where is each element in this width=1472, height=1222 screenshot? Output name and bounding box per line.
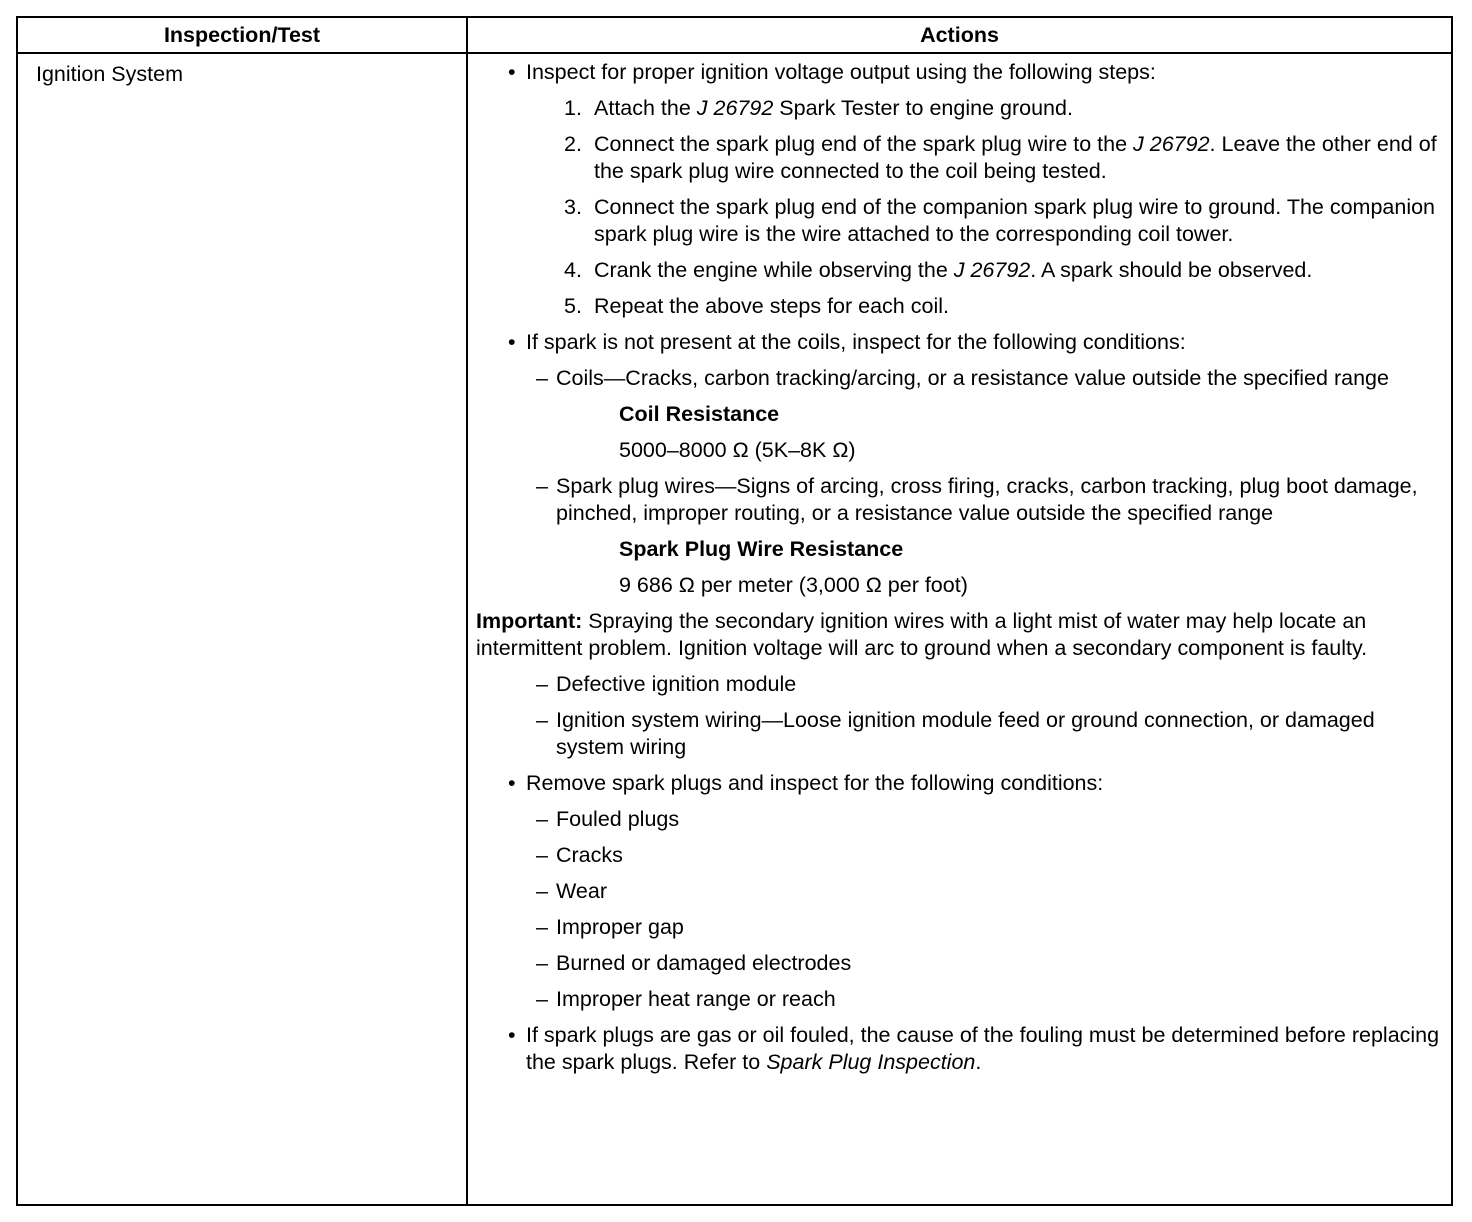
dash-item: – Ignition system wiring—Loose ignition module feed or ground connection, or damaged system wiring — [536, 708, 1375, 759]
tool-ref: J 26792 — [953, 258, 1031, 282]
bullet-item: • Remove spark plugs and inspect for the following conditions: — [508, 771, 1104, 795]
cross-reference: Spark Plug Inspection — [766, 1050, 976, 1074]
bullet-item: • If spark is not present at the coils, inspect for the following conditions: — [508, 330, 1186, 354]
bullet-item: • If spark plugs are gas or oil fouled, the cause of the fouling must be determined before replacing the spark plugs. Refer to Spark Plug Inspection. — [508, 1023, 1440, 1074]
tool-ref: J 26792 — [696, 96, 774, 120]
dash-item: – Improper heat range or reach — [536, 987, 836, 1011]
table-header-row — [17, 17, 1452, 53]
step-1: 1. Attach the J 26792 Spark Tester to engine ground. — [564, 96, 1073, 120]
inspection-table — [16, 16, 1453, 1206]
dash-item: – Burned or damaged electrodes — [536, 951, 852, 975]
step-2: 2. Connect the spark plug end of the spark plug wire to the J 26792. Leave the other end of the spark plug wire connected to the coil being tested. — [564, 132, 1437, 183]
header-actions: Actions — [467, 17, 1452, 53]
bullet-item: • Inspect for proper ignition voltage output using the following steps: — [508, 60, 1156, 84]
inspection-name: Ignition System — [36, 62, 183, 86]
dash-item: – Wear — [536, 879, 607, 903]
dash-item: – Coils—Cracks, carbon tracking/arcing, or a resistance value outside the specified range — [536, 366, 1389, 390]
table-row — [17, 53, 1452, 1205]
spec-title: Coil Resistance — [619, 402, 780, 426]
dash-item: – Improper gap — [536, 915, 684, 939]
spec-value: 9 686 Ω per meter (3,000 Ω per foot) — [619, 573, 968, 597]
step-3: 3. Connect the spark plug end of the companion spark plug wire to ground. The companion spark plug wire is the wire attached to the corresponding coil tower. — [564, 195, 1436, 246]
header-inspection-test: Inspection/Test — [17, 17, 467, 53]
dash-item: – Cracks — [536, 843, 623, 867]
dash-item: – Fouled plugs — [536, 807, 680, 831]
actions-cell — [468, 54, 1451, 1204]
spec-title: Spark Plug Wire Resistance — [619, 537, 904, 561]
tool-ref: J 26792 — [1133, 132, 1210, 156]
important-note: Important: Spraying the secondary ignition wires with a light mist of water may help locate an intermittent problem. Ignition voltage will arc to ground when a secondary component is faulty. — [476, 609, 1368, 660]
dash-item: – Defective ignition module — [536, 672, 797, 696]
dash-item: – Spark plug wires—Signs of arcing, cross firing, cracks, carbon tracking, plug boot damage, pinched, improper routing, or a resistance value outside the specified range — [536, 474, 1418, 525]
step-5: 5. Repeat the above steps for each coil. — [564, 294, 949, 318]
step-4: 4. Crank the engine while observing the J 26792. A spark should be observed. — [564, 258, 1313, 282]
spec-value: 5000–8000 Ω (5K–8K Ω) — [619, 438, 856, 462]
